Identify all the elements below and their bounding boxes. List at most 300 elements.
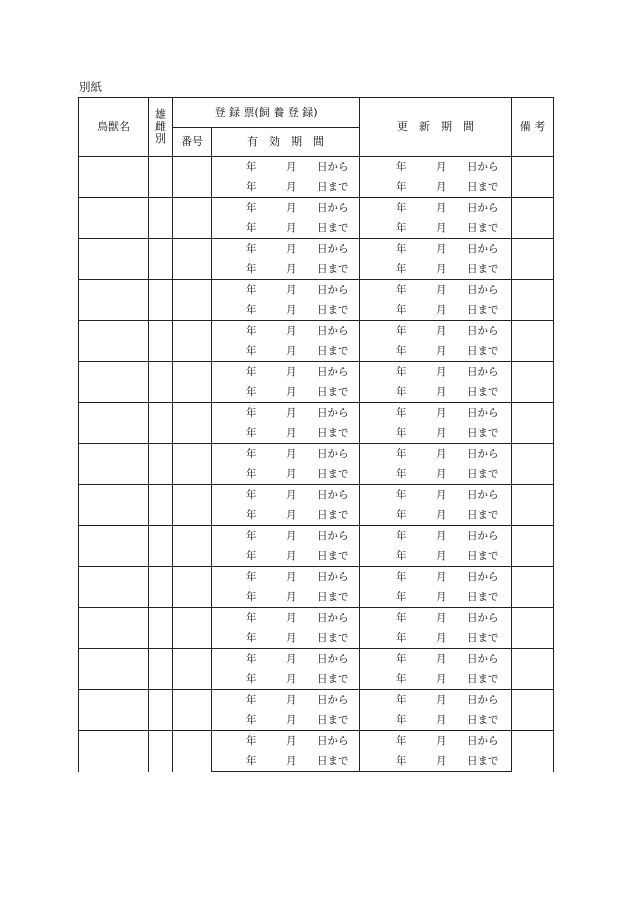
number-cell[interactable] <box>173 485 212 526</box>
year-unit: 年 <box>396 714 407 726</box>
year-unit: 年 <box>246 489 257 501</box>
valid-until-date[interactable] <box>212 751 360 772</box>
page-label: 別紙 <box>79 80 102 94</box>
month-unit: 月 <box>436 407 447 419</box>
number-cell[interactable] <box>173 567 212 608</box>
renewal-from-date[interactable] <box>360 649 512 670</box>
day-unit: 日まで <box>317 591 349 603</box>
table-row <box>79 567 554 588</box>
sex-cell[interactable] <box>149 690 173 731</box>
month-unit: 月 <box>436 448 447 460</box>
year-unit: 年 <box>396 386 407 398</box>
day-unit: 日から <box>467 489 499 501</box>
year-unit: 年 <box>246 345 257 357</box>
remarks-cell[interactable] <box>512 731 554 772</box>
day-unit: 日まで <box>467 468 499 480</box>
year-unit: 年 <box>246 263 257 275</box>
year-unit: 年 <box>396 612 407 624</box>
valid-from-date[interactable] <box>212 157 360 178</box>
table-body <box>79 98 554 772</box>
remarks-cell[interactable] <box>512 690 554 731</box>
year-unit: 年 <box>396 407 407 419</box>
year-unit: 年 <box>246 468 257 480</box>
month-unit: 月 <box>436 366 447 378</box>
month-unit: 月 <box>286 612 297 624</box>
number-cell[interactable] <box>173 280 212 321</box>
day-unit: 日まで <box>317 755 349 767</box>
month-unit: 月 <box>436 243 447 255</box>
day-unit: 日まで <box>467 222 499 234</box>
year-unit: 年 <box>246 571 257 583</box>
remarks-cell[interactable] <box>512 198 554 239</box>
day-unit: 日から <box>467 571 499 583</box>
month-unit: 月 <box>286 632 297 644</box>
day-unit: 日まで <box>317 673 349 685</box>
month-unit: 月 <box>286 181 297 193</box>
year-unit: 年 <box>396 509 407 521</box>
month-unit: 月 <box>436 284 447 296</box>
day-unit: 日まで <box>467 181 499 193</box>
year-unit: 年 <box>396 489 407 501</box>
year-unit: 年 <box>396 468 407 480</box>
year-unit: 年 <box>246 304 257 316</box>
year-unit: 年 <box>246 427 257 439</box>
day-unit: 日まで <box>467 263 499 275</box>
renewal-until-date[interactable] <box>360 300 512 321</box>
valid-from-date[interactable] <box>212 444 360 465</box>
year-unit: 年 <box>246 653 257 665</box>
day-unit: 日から <box>317 243 349 255</box>
species-cell[interactable] <box>79 608 149 649</box>
month-unit: 月 <box>436 755 447 767</box>
renewal-from-date[interactable] <box>360 731 512 752</box>
month-unit: 月 <box>286 509 297 521</box>
day-unit: 日から <box>467 202 499 214</box>
table-row <box>79 198 554 219</box>
renewal-from-date[interactable] <box>360 362 512 383</box>
month-unit: 月 <box>286 735 297 747</box>
day-unit: 日まで <box>467 386 499 398</box>
sex-cell[interactable] <box>149 649 173 690</box>
month-unit: 月 <box>436 161 447 173</box>
day-unit: 日から <box>317 161 349 173</box>
month-unit: 月 <box>286 263 297 275</box>
valid-until-date[interactable] <box>212 628 360 649</box>
year-unit: 年 <box>396 222 407 234</box>
renewal-until-date[interactable] <box>360 218 512 239</box>
year-unit: 年 <box>246 161 257 173</box>
valid-until-date[interactable] <box>212 218 360 239</box>
month-unit: 月 <box>436 550 447 562</box>
number-cell[interactable] <box>173 526 212 567</box>
year-unit: 年 <box>246 673 257 685</box>
month-unit: 月 <box>436 489 447 501</box>
number-cell[interactable] <box>173 403 212 444</box>
year-unit: 年 <box>396 161 407 173</box>
sex-cell[interactable] <box>149 321 173 362</box>
table-row <box>79 690 554 711</box>
month-unit: 月 <box>286 550 297 562</box>
year-unit: 年 <box>396 550 407 562</box>
renewal-until-date[interactable] <box>360 505 512 526</box>
sex-cell[interactable] <box>149 444 173 485</box>
month-unit: 月 <box>286 673 297 685</box>
table-row <box>79 485 554 506</box>
table-row <box>79 731 554 752</box>
month-unit: 月 <box>436 181 447 193</box>
year-unit: 年 <box>396 632 407 644</box>
month-unit: 月 <box>436 714 447 726</box>
day-unit: 日まで <box>467 755 499 767</box>
day-unit: 日まで <box>467 673 499 685</box>
day-unit: 日まで <box>317 222 349 234</box>
species-cell[interactable] <box>79 321 149 362</box>
day-unit: 日から <box>467 530 499 542</box>
valid-until-date[interactable] <box>212 300 360 321</box>
species-cell[interactable] <box>79 731 149 772</box>
species-cell[interactable] <box>79 157 149 198</box>
year-unit: 年 <box>396 202 407 214</box>
month-unit: 月 <box>286 386 297 398</box>
month-unit: 月 <box>436 612 447 624</box>
day-unit: 日から <box>317 366 349 378</box>
day-unit: 日まで <box>317 550 349 562</box>
day-unit: 日まで <box>317 345 349 357</box>
valid-from-date[interactable] <box>212 731 360 752</box>
year-unit: 年 <box>396 448 407 460</box>
year-unit: 年 <box>396 325 407 337</box>
number-cell[interactable] <box>173 198 212 239</box>
renewal-from-date[interactable] <box>360 403 512 424</box>
valid-until-date[interactable] <box>212 382 360 403</box>
renewal-from-date[interactable] <box>360 321 512 342</box>
species-cell[interactable] <box>79 198 149 239</box>
number-cell[interactable] <box>173 444 212 485</box>
table-row <box>79 157 554 178</box>
year-unit: 年 <box>246 755 257 767</box>
month-unit: 月 <box>436 530 447 542</box>
month-unit: 月 <box>436 202 447 214</box>
renewal-until-date[interactable] <box>360 751 512 772</box>
year-unit: 年 <box>246 714 257 726</box>
day-unit: 日から <box>317 653 349 665</box>
remarks-cell[interactable] <box>512 321 554 362</box>
species-cell[interactable] <box>79 362 149 403</box>
year-unit: 年 <box>396 673 407 685</box>
sex-cell[interactable] <box>149 567 173 608</box>
year-unit: 年 <box>246 243 257 255</box>
table-row <box>79 526 554 547</box>
month-unit: 月 <box>286 222 297 234</box>
renewal-until-date[interactable] <box>360 464 512 485</box>
month-unit: 月 <box>436 735 447 747</box>
renewal-until-date[interactable] <box>360 341 512 362</box>
remarks-cell[interactable] <box>512 526 554 567</box>
renewal-from-date[interactable] <box>360 239 512 260</box>
remarks-cell[interactable] <box>512 280 554 321</box>
valid-until-date[interactable] <box>212 669 360 690</box>
renewal-from-date[interactable] <box>360 567 512 588</box>
renewal-from-date[interactable] <box>360 280 512 301</box>
day-unit: 日から <box>467 325 499 337</box>
table-row <box>79 403 554 424</box>
year-unit: 年 <box>246 632 257 644</box>
month-unit: 月 <box>436 509 447 521</box>
month-unit: 月 <box>286 591 297 603</box>
year-unit: 年 <box>246 530 257 542</box>
valid-until-date[interactable] <box>212 341 360 362</box>
day-unit: 日から <box>467 407 499 419</box>
number-cell[interactable] <box>173 649 212 690</box>
year-unit: 年 <box>396 694 407 706</box>
renewal-from-date[interactable] <box>360 198 512 219</box>
month-unit: 月 <box>436 325 447 337</box>
year-unit: 年 <box>246 735 257 747</box>
remarks-cell[interactable] <box>512 444 554 485</box>
sex-cell[interactable] <box>149 403 173 444</box>
month-unit: 月 <box>436 468 447 480</box>
day-unit: 日から <box>467 243 499 255</box>
day-unit: 日から <box>467 694 499 706</box>
species-cell[interactable] <box>79 690 149 731</box>
renewal-until-date[interactable] <box>360 628 512 649</box>
year-unit: 年 <box>246 222 257 234</box>
remarks-cell[interactable] <box>512 157 554 198</box>
valid-from-date[interactable] <box>212 649 360 670</box>
month-unit: 月 <box>286 345 297 357</box>
day-unit: 日から <box>317 694 349 706</box>
year-unit: 年 <box>246 181 257 193</box>
remarks-cell[interactable] <box>512 567 554 608</box>
table-row <box>79 321 554 342</box>
day-unit: 日まで <box>317 509 349 521</box>
month-unit: 月 <box>286 571 297 583</box>
year-unit: 年 <box>396 530 407 542</box>
month-unit: 月 <box>436 591 447 603</box>
year-unit: 年 <box>246 325 257 337</box>
day-unit: 日から <box>467 448 499 460</box>
day-unit: 日まで <box>467 427 499 439</box>
number-cell[interactable] <box>173 239 212 280</box>
sex-cell[interactable] <box>149 526 173 567</box>
day-unit: 日から <box>317 612 349 624</box>
sex-cell[interactable] <box>149 608 173 649</box>
month-unit: 月 <box>286 284 297 296</box>
day-unit: 日まで <box>317 304 349 316</box>
number-cell[interactable] <box>173 690 212 731</box>
renewal-until-date[interactable] <box>360 259 512 280</box>
table-row <box>79 649 554 670</box>
month-unit: 月 <box>286 202 297 214</box>
valid-from-date[interactable] <box>212 403 360 424</box>
year-unit: 年 <box>396 181 407 193</box>
year-unit: 年 <box>396 653 407 665</box>
sex-header-char: 雄 <box>155 108 166 121</box>
species-header: 鳥獣名 <box>79 98 149 157</box>
year-unit: 年 <box>396 304 407 316</box>
day-unit: 日から <box>317 489 349 501</box>
valid-from-date[interactable] <box>212 198 360 219</box>
number-cell[interactable] <box>173 731 212 772</box>
sex-cell[interactable] <box>149 239 173 280</box>
valid-from-date[interactable] <box>212 362 360 383</box>
month-unit: 月 <box>436 571 447 583</box>
sex-cell[interactable] <box>149 157 173 198</box>
renewal-from-date[interactable] <box>360 608 512 629</box>
species-cell[interactable] <box>79 280 149 321</box>
remarks-cell[interactable] <box>512 608 554 649</box>
sex-cell[interactable] <box>149 731 173 772</box>
month-unit: 月 <box>436 263 447 275</box>
valid-until-date[interactable] <box>212 259 360 280</box>
table-row <box>79 608 554 629</box>
renewal-until-date[interactable] <box>360 587 512 608</box>
renewal-from-date[interactable] <box>360 485 512 506</box>
month-unit: 月 <box>286 407 297 419</box>
renewal-until-date[interactable] <box>360 177 512 198</box>
species-cell[interactable] <box>79 485 149 526</box>
sex-header <box>149 98 173 157</box>
species-cell[interactable] <box>79 444 149 485</box>
sex-cell[interactable] <box>149 198 173 239</box>
month-unit: 月 <box>286 530 297 542</box>
species-cell[interactable] <box>79 239 149 280</box>
valid-until-date[interactable] <box>212 177 360 198</box>
renewal-from-date[interactable] <box>360 690 512 711</box>
valid-from-date[interactable] <box>212 280 360 301</box>
month-unit: 月 <box>436 673 447 685</box>
sex-cell[interactable] <box>149 280 173 321</box>
year-unit: 年 <box>396 366 407 378</box>
month-unit: 月 <box>286 489 297 501</box>
sex-cell[interactable] <box>149 485 173 526</box>
day-unit: 日まで <box>467 714 499 726</box>
species-cell[interactable] <box>79 649 149 690</box>
day-unit: 日から <box>467 366 499 378</box>
day-unit: 日まで <box>317 386 349 398</box>
month-unit: 月 <box>436 386 447 398</box>
year-unit: 年 <box>246 284 257 296</box>
day-unit: 日から <box>467 612 499 624</box>
day-unit: 日まで <box>467 591 499 603</box>
month-unit: 月 <box>286 243 297 255</box>
year-unit: 年 <box>246 550 257 562</box>
valid-until-date[interactable] <box>212 710 360 731</box>
year-unit: 年 <box>396 755 407 767</box>
table-row <box>79 239 554 260</box>
valid-from-date[interactable] <box>212 608 360 629</box>
number-cell[interactable] <box>173 362 212 403</box>
day-unit: 日まで <box>467 304 499 316</box>
day-unit: 日から <box>317 735 349 747</box>
remarks-header: 備 考 <box>512 98 554 157</box>
remarks-cell[interactable] <box>512 403 554 444</box>
renewal-period-header: 更 新 期 間 <box>360 98 512 157</box>
valid-period-header: 有 効 期 間 <box>212 128 360 157</box>
day-unit: 日から <box>467 735 499 747</box>
year-unit: 年 <box>246 448 257 460</box>
day-unit: 日まで <box>467 632 499 644</box>
valid-from-date[interactable] <box>212 485 360 506</box>
renewal-from-date[interactable] <box>360 444 512 465</box>
month-unit: 月 <box>286 161 297 173</box>
number-cell[interactable] <box>173 321 212 362</box>
renewal-from-date[interactable] <box>360 526 512 547</box>
registration-table <box>78 97 554 772</box>
renewal-until-date[interactable] <box>360 423 512 444</box>
species-cell[interactable] <box>79 526 149 567</box>
valid-from-date[interactable] <box>212 526 360 547</box>
remarks-cell[interactable] <box>512 485 554 526</box>
number-cell[interactable] <box>173 157 212 198</box>
month-unit: 月 <box>286 468 297 480</box>
month-unit: 月 <box>286 653 297 665</box>
species-cell[interactable] <box>79 403 149 444</box>
remarks-cell[interactable] <box>512 239 554 280</box>
renewal-until-date[interactable] <box>360 710 512 731</box>
month-unit: 月 <box>286 694 297 706</box>
day-unit: 日から <box>317 407 349 419</box>
renewal-from-date[interactable] <box>360 157 512 178</box>
valid-from-date[interactable] <box>212 239 360 260</box>
month-unit: 月 <box>286 366 297 378</box>
remarks-cell[interactable] <box>512 649 554 690</box>
year-unit: 年 <box>246 366 257 378</box>
valid-until-date[interactable] <box>212 546 360 567</box>
day-unit: 日から <box>317 571 349 583</box>
year-unit: 年 <box>396 243 407 255</box>
valid-until-date[interactable] <box>212 464 360 485</box>
renewal-until-date[interactable] <box>360 546 512 567</box>
month-unit: 月 <box>436 653 447 665</box>
day-unit: 日まで <box>317 427 349 439</box>
sex-cell[interactable] <box>149 362 173 403</box>
renewal-until-date[interactable] <box>360 669 512 690</box>
month-unit: 月 <box>286 448 297 460</box>
valid-from-date[interactable] <box>212 567 360 588</box>
day-unit: 日から <box>317 202 349 214</box>
month-unit: 月 <box>436 222 447 234</box>
valid-from-date[interactable] <box>212 690 360 711</box>
month-unit: 月 <box>436 427 447 439</box>
year-unit: 年 <box>396 427 407 439</box>
valid-until-date[interactable] <box>212 423 360 444</box>
year-unit: 年 <box>396 571 407 583</box>
month-unit: 月 <box>286 325 297 337</box>
remarks-cell[interactable] <box>512 362 554 403</box>
day-unit: 日から <box>467 653 499 665</box>
renewal-until-date[interactable] <box>360 382 512 403</box>
day-unit: 日から <box>317 325 349 337</box>
month-unit: 月 <box>436 694 447 706</box>
number-header: 番号 <box>173 128 212 157</box>
day-unit: 日から <box>467 161 499 173</box>
month-unit: 月 <box>436 345 447 357</box>
valid-until-date[interactable] <box>212 587 360 608</box>
day-unit: 日まで <box>317 468 349 480</box>
day-unit: 日から <box>317 448 349 460</box>
year-unit: 年 <box>246 509 257 521</box>
year-unit: 年 <box>246 202 257 214</box>
day-unit: 日まで <box>467 345 499 357</box>
valid-from-date[interactable] <box>212 321 360 342</box>
number-cell[interactable] <box>173 608 212 649</box>
month-unit: 月 <box>286 714 297 726</box>
year-unit: 年 <box>246 591 257 603</box>
species-cell[interactable] <box>79 567 149 608</box>
month-unit: 月 <box>286 755 297 767</box>
valid-until-date[interactable] <box>212 505 360 526</box>
